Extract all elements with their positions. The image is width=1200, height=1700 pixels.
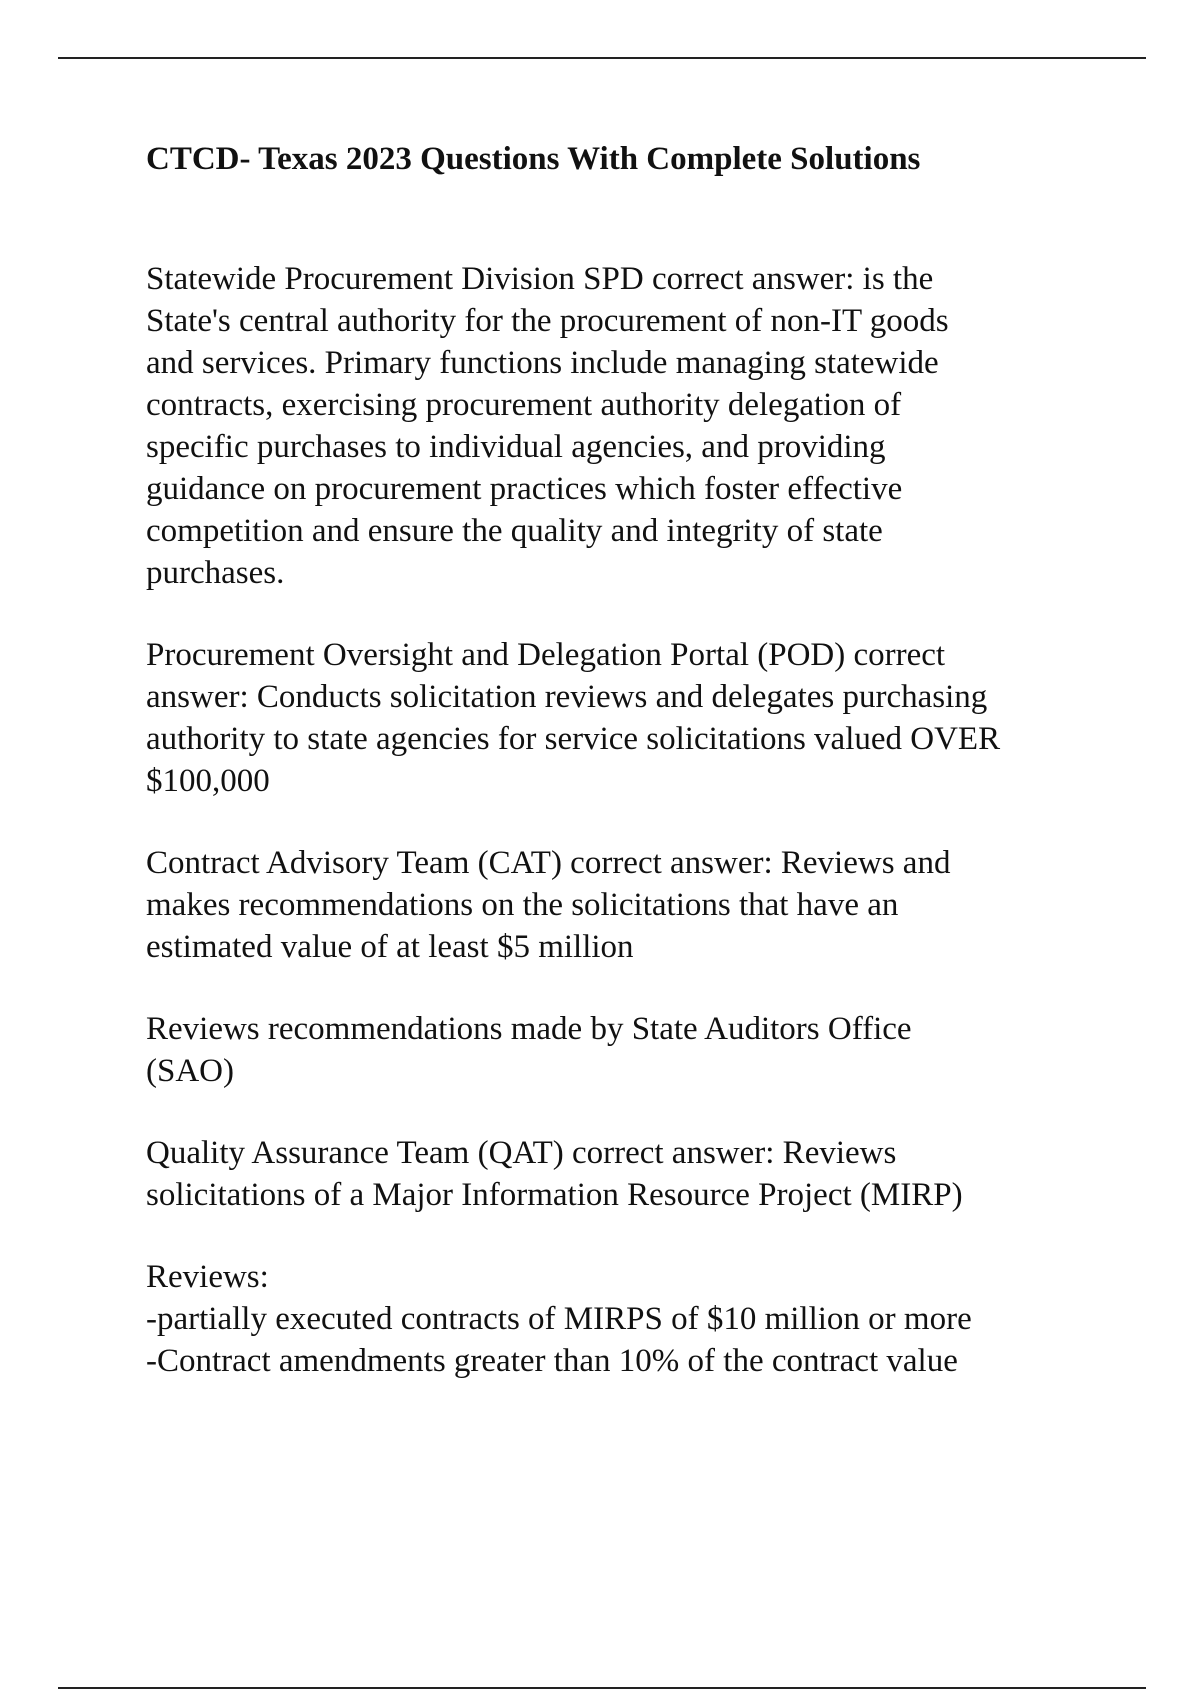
- bottom-divider: [58, 1687, 1146, 1689]
- entry-line: Procurement Oversight and Delegation Portal (POD) correct: [146, 637, 946, 673]
- document-title: CTCD- Texas 2023 Questions With Complete Solutions: [146, 141, 921, 177]
- entry-sao: [146, 1008, 1106, 1092]
- entry-line: -Contract amendments greater than 10% of the contract value: [146, 1343, 958, 1379]
- entry-line: Reviews:: [146, 1259, 269, 1295]
- entry-line: guidance on procurement practices which foster effective: [146, 471, 903, 507]
- entry-list: [146, 258, 1106, 1382]
- entry-line: (SAO): [146, 1053, 234, 1089]
- entry-line: estimated value of at least $5 million: [146, 929, 634, 965]
- entry-line: competition and ensure the quality and integrity of state: [146, 513, 883, 549]
- entry-line: makes recommendations on the solicitations that have an: [146, 887, 899, 923]
- entry-line: specific purchases to individual agencies, and providing: [146, 429, 886, 465]
- entry-line: solicitations of a Major Information Resource Project (MIRP): [146, 1177, 963, 1213]
- entry-reviews: [146, 1256, 1106, 1382]
- entry-line: State's central authority for the procurement of non-IT goods: [146, 303, 949, 339]
- document-body: [146, 138, 1106, 1422]
- entry-line: Reviews recommendations made by State Auditors Office: [146, 1011, 912, 1047]
- entry-line: and services. Primary functions include managing statewide: [146, 345, 939, 381]
- entry-cat: [146, 842, 1106, 968]
- top-divider: [58, 57, 1146, 59]
- entry-spd: [146, 258, 1106, 594]
- entry-line: Statewide Procurement Division SPD correct answer: is the: [146, 261, 934, 297]
- entry-line: contracts, exercising procurement authority delegation of: [146, 387, 902, 423]
- entry-line: purchases.: [146, 555, 285, 591]
- entry-line: authority to state agencies for service solicitations valued OVER: [146, 721, 1001, 757]
- entry-line: answer: Conducts solicitation reviews and delegates purchasing: [146, 679, 988, 715]
- entry-qat: [146, 1132, 1106, 1216]
- entry-line: $100,000: [146, 763, 270, 799]
- entry-line: -partially executed contracts of MIRPS of $10 million or more: [146, 1301, 972, 1337]
- entry-line: Quality Assurance Team (QAT) correct answer: Reviews: [146, 1135, 897, 1171]
- entry-pod: [146, 634, 1106, 802]
- entry-line: Contract Advisory Team (CAT) correct answer: Reviews and: [146, 845, 951, 881]
